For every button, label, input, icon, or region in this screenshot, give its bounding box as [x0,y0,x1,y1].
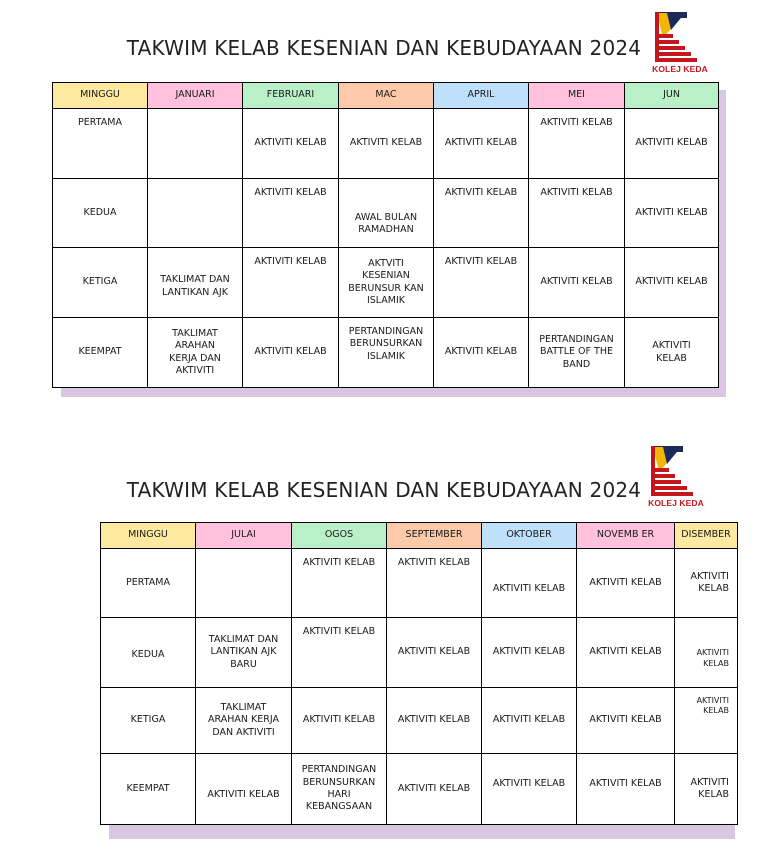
week-label: PERTAMA [53,109,148,179]
kolej-keda-logo-icon [645,444,707,498]
table-header-row [101,523,738,549]
calendar-1-table [52,82,719,388]
table-cell: AKTIVITI KELAB [243,318,339,388]
table-cell: AKTIVITI KELAB [339,109,434,179]
table-cell: AKTIVITI KELAB [577,618,675,688]
table-cell: AKTIVITI KELAB [675,688,738,754]
header-disember: DISEMBER [675,523,738,549]
table-cell: TAKLIMAT ARAHAN KERJA DAN AKTIVITI [196,688,292,754]
header-oktober: OKTOBER [482,523,577,549]
table-row [101,754,738,825]
table-cell: AKTIVITI KELAB [625,179,719,248]
table-cell: AKTIVITI KELAB [434,318,529,388]
table-cell: AKTIVITI KELAB [529,248,625,318]
table-cell: AKTIVITI KELAB [625,109,719,179]
table-cell: AKTIVITI KELAB [434,109,529,179]
table-cell: AKTIVITI KELAB [529,179,625,248]
table-cell: AKTVITI KESENIAN BERUNSUR KAN ISLAMIK [339,248,434,318]
week-label: KEEMPAT [101,754,196,825]
week-label: KETIGA [53,248,148,318]
table-cell: AKTIVITI KELAB [434,248,529,318]
table-cell: AWAL BULAN RAMADHAN [339,179,434,248]
table-cell [196,549,292,618]
week-label: KEDUA [101,618,196,688]
calendar-2-table [100,522,738,825]
kolej-keda-logo [649,10,711,74]
table-cell: AKTIVITI KELAB [675,754,738,825]
week-label: KETIGA [101,688,196,754]
table-cell: AKTIVITI KELAB [625,318,719,388]
kolej-keda-logo-icon [649,10,711,64]
table-cell: AKTIVITI KELAB [243,179,339,248]
table-cell: PERTANDINGAN BERUNSURKAN HARI KEBANGSAAN [292,754,387,825]
calendar-1-title: TAKWIM KELAB KESENIAN DAN KEBUDAYAAN 2024 [126,36,642,60]
header-mac: MAC [339,83,434,109]
header-september: SEPTEMBER [387,523,482,549]
table-cell: AKTIVITI KELAB [387,688,482,754]
table-cell: AKTIVITI KELAB [196,754,292,825]
header-januari: JANUARI [148,83,243,109]
table-row [101,688,738,754]
kolej-keda-logo-2 [645,444,707,508]
table-cell: AKTIVITI KELAB [482,618,577,688]
table-cell: TAKLIMAT ARAHAN KERJA DAN AKTIVITI [148,318,243,388]
table-cell: AKTIVITI KELAB [243,109,339,179]
table-cell: AKTIVITI KELAB [387,754,482,825]
table-row [53,109,719,179]
header-mei: MEI [529,83,625,109]
table-cell: TAKLIMAT DAN LANTIKAN AJK BARU [196,618,292,688]
logo-text: KOLEJ KEDA [652,64,708,74]
table-cell: AKTIVITI KELAB [577,688,675,754]
table-cell: AKTIVITI KELAB [482,549,577,618]
table-cell [148,109,243,179]
table-cell: AKTIVITI KELAB [675,549,738,618]
header-minggu: MINGGU [101,523,196,549]
header-ogos: OGOS [292,523,387,549]
table-cell: AKTIVITI KELAB [577,754,675,825]
week-label: KEDUA [53,179,148,248]
table-cell: AKTIVITI KELAB [387,549,482,618]
table-cell: AKTIVITI KELAB [292,549,387,618]
header-jun: JUN [625,83,719,109]
table-cell: TAKLIMAT DAN LANTIKAN AJK [148,248,243,318]
table-cell: PERTANDINGAN BATTLE OF THE BAND [529,318,625,388]
table-cell: AKTIVITI KELAB [625,248,719,318]
table-cell: AKTIVITI KELAB [243,248,339,318]
table-row [53,179,719,248]
header-julai: JULAI [196,523,292,549]
table-cell: AKTIVITI KELAB [387,618,482,688]
table-cell: AKTIVITI KELAB [292,618,387,688]
table-cell [148,179,243,248]
header-april: APRIL [434,83,529,109]
table-row [53,248,719,318]
table-row [101,618,738,688]
week-label: PERTAMA [101,549,196,618]
header-november: NOVEMB ER [577,523,675,549]
table-header-row [53,83,719,109]
table-cell: PERTANDINGAN BERUNSURKAN ISLAMIK [339,318,434,388]
header-minggu: MINGGU [53,83,148,109]
calendar-2-title: TAKWIM KELAB KESENIAN DAN KEBUDAYAAN 2024 [126,478,642,502]
table-cell: AKTIVITI KELAB [482,688,577,754]
table-cell: AKTIVITI KELAB [675,618,738,688]
week-label: KEEMPAT [53,318,148,388]
table-cell: AKTIVITI KELAB [434,179,529,248]
table-row [101,549,738,618]
header-februari: FEBRUARI [243,83,339,109]
table-cell: AKTIVITI KELAB [529,109,625,179]
logo-text: KOLEJ KEDA [648,498,704,508]
table-cell: AKTIVITI KELAB [482,754,577,825]
table-row [53,318,719,388]
table-cell: AKTIVITI KELAB [577,549,675,618]
table-cell: AKTIVITI KELAB [292,688,387,754]
